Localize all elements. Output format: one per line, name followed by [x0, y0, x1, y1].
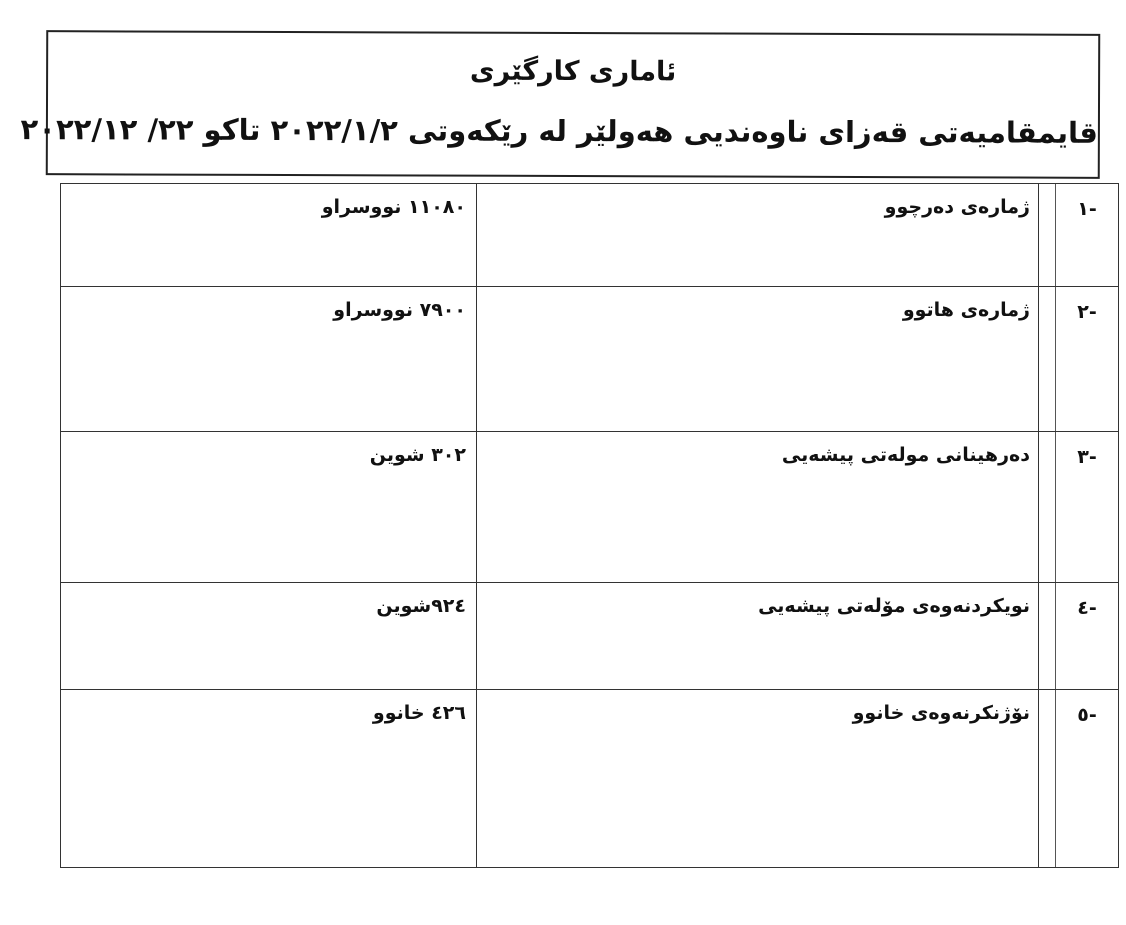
- document-title: ئاماری کارگێری: [469, 55, 677, 88]
- row-value: ٩٢٤شوین: [61, 582, 477, 689]
- table-row: [61, 184, 1119, 287]
- row-value: ٧٩٠٠ نووسراو: [61, 287, 477, 432]
- row-number: -١: [1077, 198, 1097, 220]
- row-number: -٣: [1077, 446, 1097, 469]
- row-number: -٤: [1077, 596, 1097, 619]
- row-number-cell: [1039, 582, 1119, 689]
- row-label: دەرهینانی مولەتی پیشەیی: [477, 432, 1039, 582]
- document-subtitle: قایمقامیەتی قەزای ناوەندیی هەولێر لە رێکەوتی ٢٠٢٢/١/٢ تاکو ٢٢/ ٢٠٢٢/١٢: [20, 112, 1098, 150]
- row-value: ٣٠٢ شوین: [61, 432, 477, 582]
- row-value: ١١٠٨٠ نووسراو: [61, 184, 477, 287]
- row-number-cell: [1039, 287, 1119, 432]
- table-row: [61, 287, 1119, 432]
- row-number: -٢: [1077, 301, 1097, 324]
- row-label: ژمارەی دەرچوو: [477, 184, 1039, 287]
- row-value: ٤٢٦ خانوو: [61, 689, 477, 867]
- row-label: نۆژنکرنەوەی خانوو: [477, 689, 1039, 867]
- row-number: -٥: [1077, 703, 1097, 726]
- row-number-cell: [1039, 689, 1119, 867]
- table-row: [61, 582, 1119, 689]
- row-number-cell: [1039, 432, 1119, 582]
- table-row: [61, 432, 1119, 582]
- row-label: ژمارەی هاتوو: [477, 287, 1039, 432]
- statistics-table: [60, 183, 1119, 868]
- row-label: نویکردنەوەی مۆلەتی پیشەیی: [477, 582, 1039, 689]
- header-box: [20, 30, 1100, 179]
- table-row: [61, 689, 1119, 867]
- row-number-cell: [1039, 184, 1119, 287]
